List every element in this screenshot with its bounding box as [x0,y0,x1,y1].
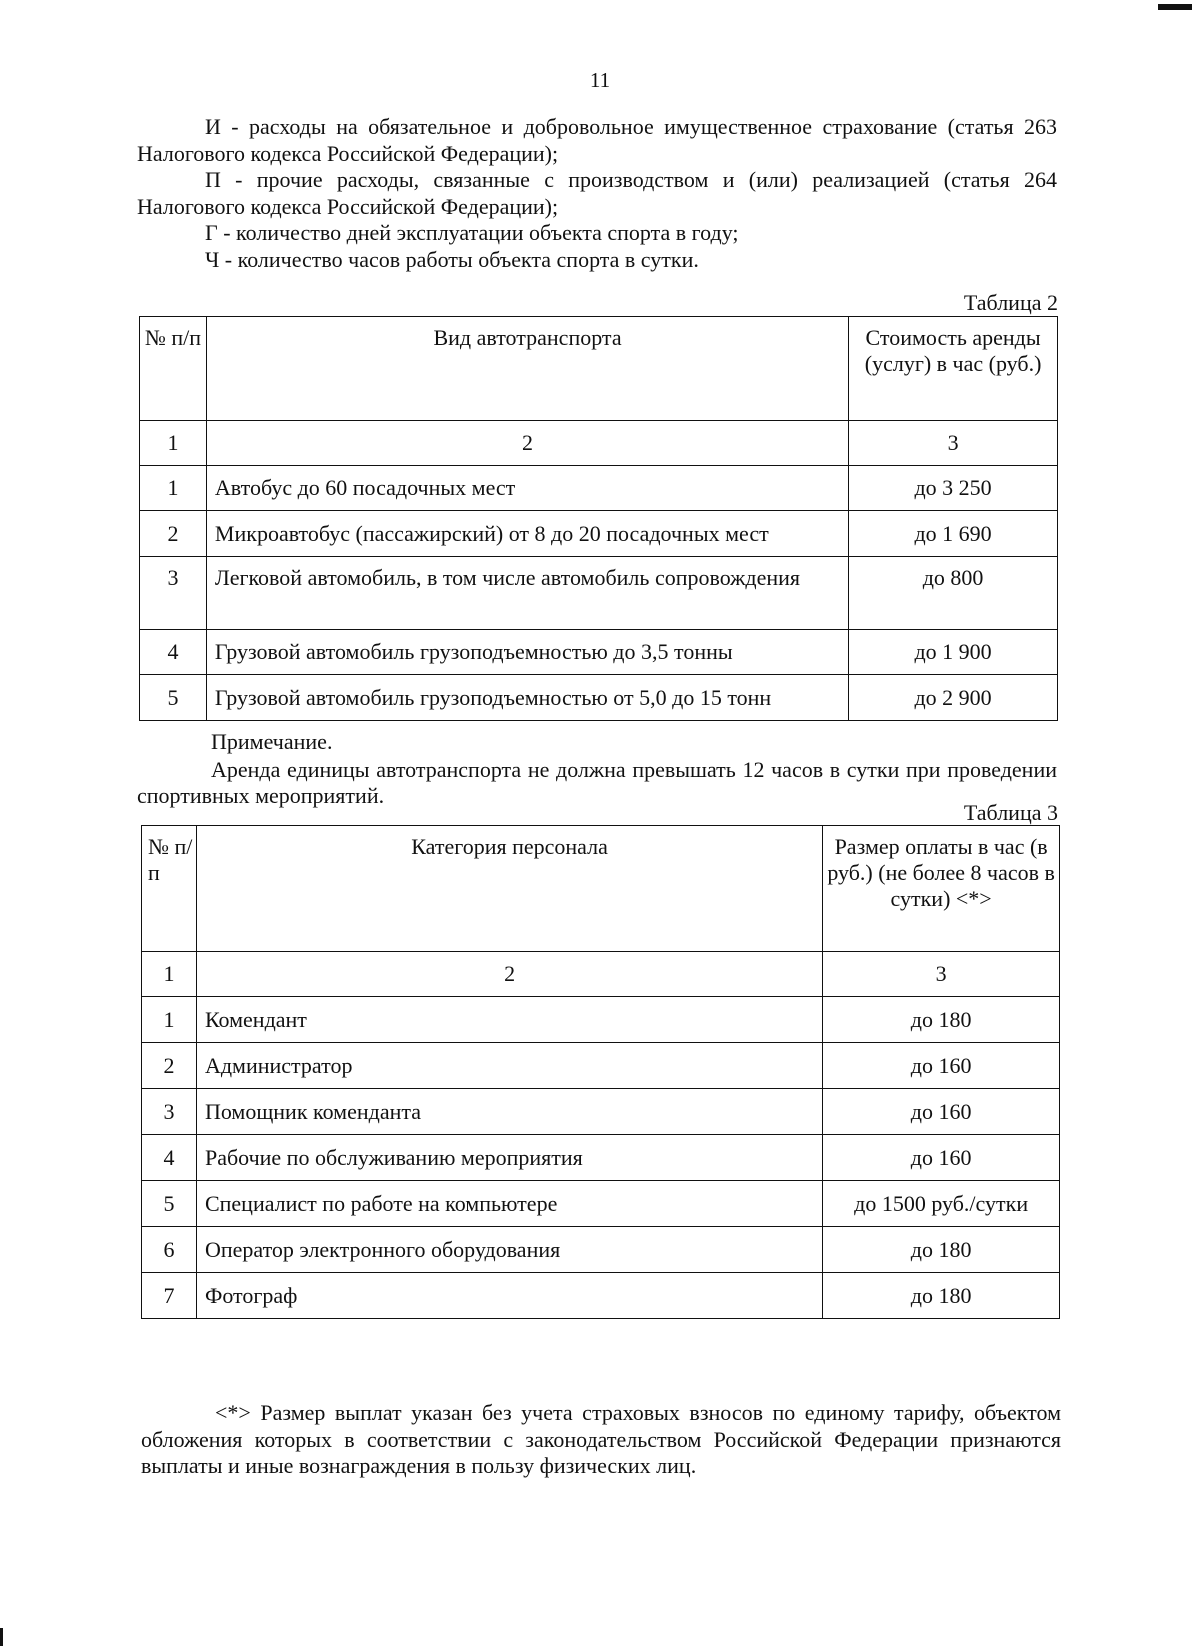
row-num: 1 [142,997,197,1043]
row-value: до 180 [823,1273,1060,1319]
table2-header-num: № п/п [140,317,207,421]
table3-header-category: Категория персонала [196,826,822,952]
row-value: до 160 [823,1089,1060,1135]
table2 [139,316,1058,721]
table-row [140,466,1058,511]
row-value: до 160 [823,1135,1060,1181]
row-value: до 3 250 [849,466,1058,511]
row-name: Комендант [196,997,822,1043]
row-value: до 800 [849,557,1058,630]
table3-colnum: 3 [823,952,1060,997]
table2-header-row [140,317,1058,421]
table-row [142,1273,1060,1319]
footnote-paragraph: <*> Размер выплат указан без учета страховых взносов по единому тарифу, объектом обложения которых в соответствии с законодательством Российской Федерации признаются выплаты и иные вознаграждения в пользу физических лиц. [141,1400,1061,1478]
row-value: до 1 690 [849,511,1058,557]
table3-header-num: № п/п [142,826,197,952]
scan-mark [0,1628,3,1646]
row-num: 2 [140,511,207,557]
intro-paragraph: Ч - количество часов работы объекта спорта в сутки. [205,246,699,272]
table2-colnum: 2 [206,421,848,466]
row-name: Администратор [196,1043,822,1089]
table-row [142,1181,1060,1227]
table3-colnum: 2 [196,952,822,997]
table-row [142,997,1060,1043]
footnote [141,1400,1061,1480]
table2-colnum: 3 [849,421,1058,466]
row-num: 1 [140,466,207,511]
table-row [142,1135,1060,1181]
scan-mark [1158,4,1192,10]
table2-header-cost: Стоимость аренды (услуг) в час (руб.) [849,317,1058,421]
intro-paragraph: Г - количество дней эксплуатации объекта спорта в году; [205,220,739,245]
row-name: Оператор электронного оборудования [196,1227,822,1273]
row-value: до 160 [823,1043,1060,1089]
intro-text [137,114,1057,273]
row-value: до 180 [823,1227,1060,1273]
row-num: 3 [140,557,207,630]
table3-caption: Таблица 3 [963,800,1058,825]
row-num: 5 [140,675,207,721]
note-paragraph: Аренда единицы автотранспорта не должна превышать 12 часов в сутки при проведении спортивных мероприятий. [137,757,1057,808]
row-num: 2 [142,1043,197,1089]
row-value: до 2 900 [849,675,1058,721]
table-row [140,630,1058,675]
row-name: Фотограф [196,1273,822,1319]
table2-caption: Таблица 2 [963,290,1058,315]
table3 [141,825,1060,1319]
row-num: 4 [142,1135,197,1181]
note-title: Примечание. [211,729,333,754]
table-row [142,1227,1060,1273]
table3-header-pay: Размер оплаты в час (в руб.) (не более 8 часов в сутки) <*> [823,826,1060,952]
row-name: Помощник коменданта [196,1089,822,1135]
row-name: Микроавтобус (пассажирский) от 8 до 20 посадочных мест [206,511,848,557]
table3-header-row [142,826,1060,952]
row-name: Легковой автомобиль, в том числе автомобиль сопровождения [206,557,848,630]
table2-colnum: 1 [140,421,207,466]
row-num: 5 [142,1181,197,1227]
row-num: 4 [140,630,207,675]
row-name: Рабочие по обслуживанию мероприятия [196,1135,822,1181]
table-row [140,675,1058,721]
row-num: 3 [142,1089,197,1135]
row-name: Специалист по работе на компьютере [196,1181,822,1227]
row-name: Грузовой автомобиль грузоподъемностью от 5,0 до 15 тонн [206,675,848,721]
page-number: 11 [589,68,611,92]
row-value: до 1500 руб./сутки [823,1181,1060,1227]
table-row [140,557,1058,630]
row-num: 6 [142,1227,197,1273]
row-num: 7 [142,1273,197,1319]
table3-colnum: 1 [142,952,197,997]
table2-header-type: Вид автотранспорта [206,317,848,421]
table-row [142,1043,1060,1089]
row-value: до 180 [823,997,1060,1043]
intro-paragraph: П - прочие расходы, связанные с производством и (или) реализацией (статья 264 Налогового кодекса Российской Федерации); [137,167,1057,219]
row-value: до 1 900 [849,630,1058,675]
table-row [142,1089,1060,1135]
intro-paragraph: И - расходы на обязательное и добровольное имущественное страхование (статья 263 Налогового кодекса Российской Федерации); [137,114,1057,166]
row-name: Автобус до 60 посадочных мест [206,466,848,511]
row-name: Грузовой автомобиль грузоподъемностью до 3,5 тонны [206,630,848,675]
table2-colnum-row [140,421,1058,466]
table3-colnum-row [142,952,1060,997]
table-row [140,511,1058,557]
